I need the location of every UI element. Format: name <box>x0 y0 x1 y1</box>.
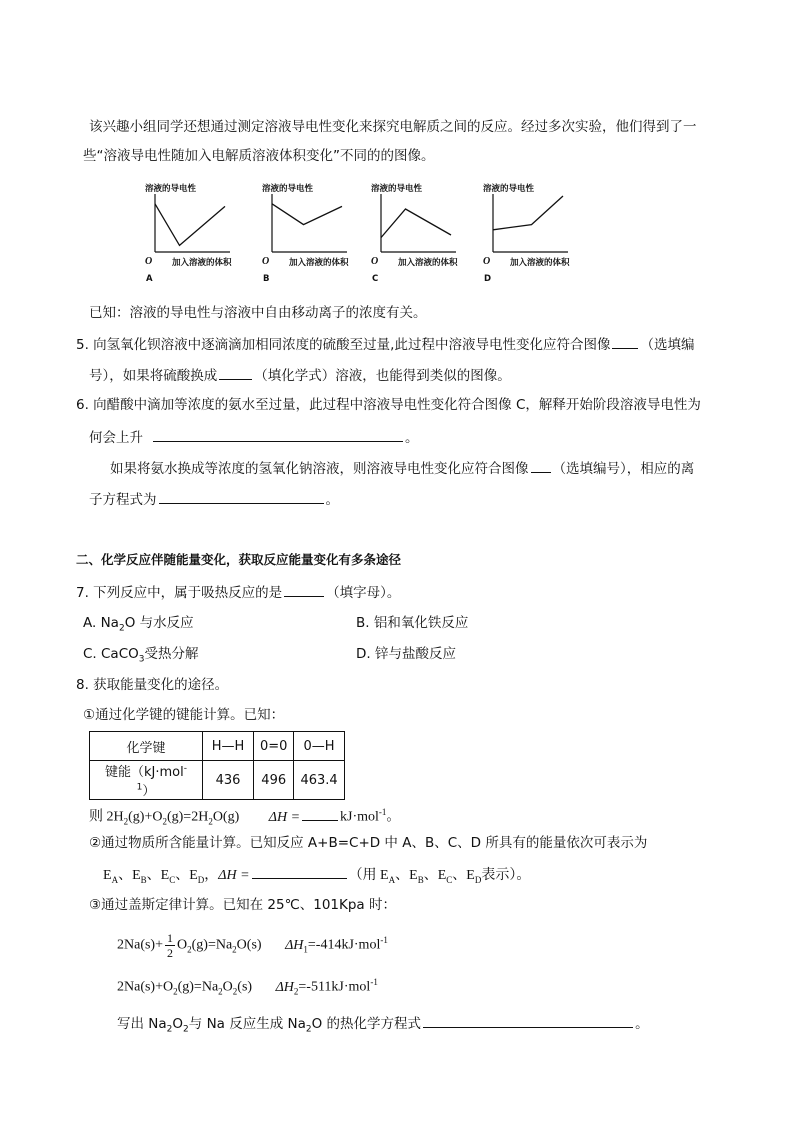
one-half-fraction <box>165 931 175 960</box>
q8-blank-thermo[interactable] <box>423 1012 633 1028</box>
energy-hint-pre: （用 E <box>348 868 389 883</box>
table-header-cell: 0—H <box>294 732 344 761</box>
x-axis-label: 加入溶液的体积 <box>172 258 232 268</box>
q7-option-a-sub: 2 <box>118 623 125 634</box>
x-axis-label: 加入溶液的体积 <box>510 258 570 268</box>
q7-option-c <box>83 644 199 670</box>
eq2-value: =-511kJ·mol <box>298 979 371 995</box>
q7-blank[interactable] <box>284 581 324 597</box>
conductivity-line <box>493 196 563 230</box>
equation-2 <box>117 972 378 1001</box>
eq2-sub-o2: 2 <box>173 986 178 997</box>
equation-1 <box>117 923 388 966</box>
q6-text-a: 何会上升 <box>89 430 143 446</box>
energy-hint-sub-b: B <box>417 874 424 885</box>
conductivity-line <box>272 204 342 225</box>
question-7-stem <box>76 581 400 603</box>
table-header-row <box>90 732 345 761</box>
origin-label: O <box>371 256 379 267</box>
calc-unit: kJ·mol <box>340 809 379 825</box>
intro-line-1: 该兴趣小组同学还想通过测定溶液导电性变化来探究电解质之间的反应。经过多次实验，他们得到了一 <box>89 119 697 135</box>
question-5-line-1 <box>76 333 694 355</box>
chart-svg <box>262 182 372 284</box>
q7-option-c-pre: C. CaCO <box>83 646 139 662</box>
eq2-value-sup: -1 <box>370 977 378 987</box>
eq2-a: 2Na(s)+O <box>117 979 174 995</box>
write-sub-3: 2 <box>305 1024 312 1035</box>
q6-text-f: 。 <box>325 492 339 508</box>
q5-blank-graph[interactable] <box>612 333 638 349</box>
table-header-cell: 0=0 <box>254 732 294 761</box>
energy-sub-c: C <box>169 874 176 885</box>
energy-e-a: E <box>103 868 112 883</box>
q5-text-d: （填化学式）溶液，也能得到类似的图像。 <box>254 368 511 384</box>
q7-option-b: B. 铝和氧化铁反应 <box>356 615 469 631</box>
energy-hint-sub-a: A <box>388 874 396 885</box>
question-6-line-3 <box>110 457 694 479</box>
chart-svg <box>371 182 481 284</box>
q7-option-a <box>83 613 194 639</box>
energy-hint-sub-d: D <box>474 874 482 885</box>
eq1-mid: (g)=Na <box>191 937 233 953</box>
table-header-cell: H—H <box>203 732 254 761</box>
eq2-delta-h: ΔH <box>275 979 294 995</box>
bond-energy-table <box>89 731 345 800</box>
row-label-sup: -1 <box>136 763 187 793</box>
eq2-b: (g)=Na <box>177 979 219 995</box>
write-b: O <box>172 1016 184 1032</box>
eq1-value: =-414kJ·mol <box>307 937 381 953</box>
energy-hint-post: 表示）。 <box>481 868 531 883</box>
energy-sub-a: A <box>111 874 119 885</box>
q5-text-c: 号），如果将硫酸换成 <box>89 368 218 384</box>
q8-calc-line <box>89 802 400 831</box>
y-axis-label: 溶液的导电性 <box>262 184 314 194</box>
energy-e-c: E <box>160 868 170 883</box>
eq1-o: O <box>177 937 188 953</box>
q7-text-a: 7. 下列反应中，属于吸热反应的是 <box>76 585 283 601</box>
conductivity-line <box>381 209 451 238</box>
chart-letter-label: D <box>484 274 492 284</box>
eq1-value-sup: -1 <box>380 935 388 945</box>
eq1-delta-h: ΔH <box>285 937 304 953</box>
eq2-sub-na2: 2 <box>218 986 223 997</box>
conductivity-line <box>155 204 225 246</box>
q7-option-a-pre: A. Na <box>83 615 119 631</box>
question-8-stem: 8. 获取能量变化的途径。 <box>76 677 229 693</box>
q5-text-a: 5. 向氢氧化钡溶液中逐滴滴加相同浓度的硫酸至过量,此过程中溶液导电性变化应符合图像 <box>76 337 611 353</box>
calc-end: 。 <box>386 809 401 825</box>
section-2-heading: 二、化学反应伴随能量变化，获取反应能量变化有多条途径 <box>76 552 402 567</box>
write-c: 与 Na 反应生成 Na <box>188 1016 306 1032</box>
eq2-delta-h-sub: 2 <box>293 986 299 997</box>
q6-text-d: （选填编号），相应的离 <box>552 461 695 477</box>
y-axis-label: 溶液的导电性 <box>483 184 535 194</box>
eq2-sub-o2b: 2 <box>232 986 238 997</box>
chart-letter-label: B <box>263 274 270 284</box>
write-sub-2: 2 <box>183 1024 189 1035</box>
calc-sub-2: 2 <box>162 816 167 827</box>
fraction-denominator: 2 <box>167 945 173 960</box>
x-axis-label: 加入溶液的体积 <box>398 258 458 268</box>
q8-blank-dh[interactable] <box>302 805 338 821</box>
y-axis-label: 溶液的导电性 <box>145 184 197 194</box>
energy-delta-h: ΔH = <box>218 868 250 883</box>
y-axis-label: 溶液的导电性 <box>371 184 423 194</box>
energy-hint-sub-c: C <box>446 874 453 885</box>
eq1-sub-o2: 2 <box>187 944 192 955</box>
calc-d: O(g) <box>212 809 240 825</box>
eq2-d: (s) <box>237 979 253 995</box>
origin-label: O <box>145 256 153 267</box>
calc-a: 则 2H <box>89 809 124 825</box>
eq1-sub-na2: 2 <box>232 944 237 955</box>
q8-sub-1: ①通过化学键的键能计算。已知： <box>83 707 285 723</box>
origin-label: O <box>483 256 491 267</box>
q7-option-d: D. 锌与盐酸反应 <box>356 646 456 662</box>
table-header-cell: 化学键 <box>90 732 203 761</box>
q8-write-line <box>117 1012 649 1040</box>
calc-delta-h: ΔH = <box>268 809 301 825</box>
table-row-label <box>90 761 203 800</box>
q6-blank-explain[interactable] <box>153 426 403 442</box>
energy-sub-d: D <box>197 874 205 885</box>
eq2-c: O <box>222 979 233 995</box>
q6-text-b: 。 <box>405 430 419 446</box>
row-label-end: ） <box>142 784 156 799</box>
chart-letter-label: C <box>372 274 379 284</box>
q6-blank-graph[interactable] <box>531 457 551 473</box>
q7-option-c-sub: 3 <box>138 654 145 665</box>
q8-sub-3: ③通过盖斯定律计算。已知在 25℃、101Kpa 时： <box>89 897 396 913</box>
chart-c <box>371 182 481 284</box>
eq1-pre: 2Na(s)+ <box>117 937 163 953</box>
chart-b <box>262 182 372 284</box>
q7-text-b: （填字母）。 <box>326 585 401 601</box>
calc-sub-3: 2 <box>208 816 213 827</box>
table-cell: 496 <box>254 761 294 800</box>
q7-option-c-post: 受热分解 <box>144 646 199 662</box>
origin-label: O <box>262 256 270 267</box>
write-end: 。 <box>635 1016 649 1032</box>
question-6-line-1: 6. 向醋酸中滴加等浓度的氨水至过量，此过程中溶液导电性变化符合图像 C，解释开始阶段溶液导电性为 <box>76 397 701 413</box>
q6-blank-equation[interactable] <box>159 488 324 504</box>
intro-line-2: 些“溶液导电性随加入电解质溶液体积变化”不同的的图像。 <box>83 148 435 164</box>
q8-blank-energy[interactable] <box>252 863 347 879</box>
calc-sub-1: 2 <box>123 816 129 827</box>
table-cell: 463.4 <box>294 761 344 800</box>
q8-sub-2: ②通过物质所含能量计算。已知反应 A+B=C+D 中 A、B、C、D 所具有的能量依次可表示为 <box>89 835 648 851</box>
energy-sub-b: B <box>140 874 147 885</box>
q6-text-e: 子方程式为 <box>89 492 157 508</box>
calc-unit-sup: -1 <box>378 807 387 817</box>
write-sub-1: 2 <box>166 1024 173 1035</box>
chart-svg <box>483 182 593 284</box>
known-statement: 已知：溶液的导电性与溶液中自由移动离子的浓度有关。 <box>89 305 427 321</box>
x-axis-label: 加入溶液的体积 <box>289 258 349 268</box>
q5-blank-formula[interactable] <box>219 364 252 380</box>
question-6-line-2 <box>89 426 419 448</box>
energy-e-d: E <box>189 868 198 883</box>
q7-option-a-post: O 与水反应 <box>124 615 194 631</box>
chart-letter-label: A <box>146 274 153 284</box>
table-row <box>90 761 345 800</box>
table-cell: 436 <box>203 761 254 800</box>
calc-c: (g)=2H <box>166 809 209 825</box>
row-label-text: 键能（kJ·mol <box>105 765 184 780</box>
eq1-end: O(s) <box>236 937 262 953</box>
q6-text-c: 如果将氨水换成等浓度的氢氧化钠溶液，则溶液导电性变化应符合图像 <box>110 461 529 477</box>
energy-e-b: E <box>132 868 141 883</box>
chart-svg <box>145 182 255 284</box>
write-d: O 的热化学方程式 <box>311 1016 422 1032</box>
question-5-line-2 <box>89 364 511 386</box>
chart-d <box>483 182 593 284</box>
q5-text-b: （选填编 <box>640 337 695 353</box>
eq1-delta-h-sub: 1 <box>303 944 308 955</box>
fraction-numerator: 1 <box>167 930 173 945</box>
chart-a <box>145 182 255 284</box>
calc-b: (g)+O <box>128 809 163 825</box>
q8-sub-2-line-2: $E_A$、$E_B$、$E_C$、$E_D$，ΔH = （用 $E_A$、$E_B$、$E_C$、$E_D$表示）。 <box>103 863 530 890</box>
write-a: 写出 Na <box>117 1016 167 1032</box>
question-6-line-4 <box>89 488 339 510</box>
